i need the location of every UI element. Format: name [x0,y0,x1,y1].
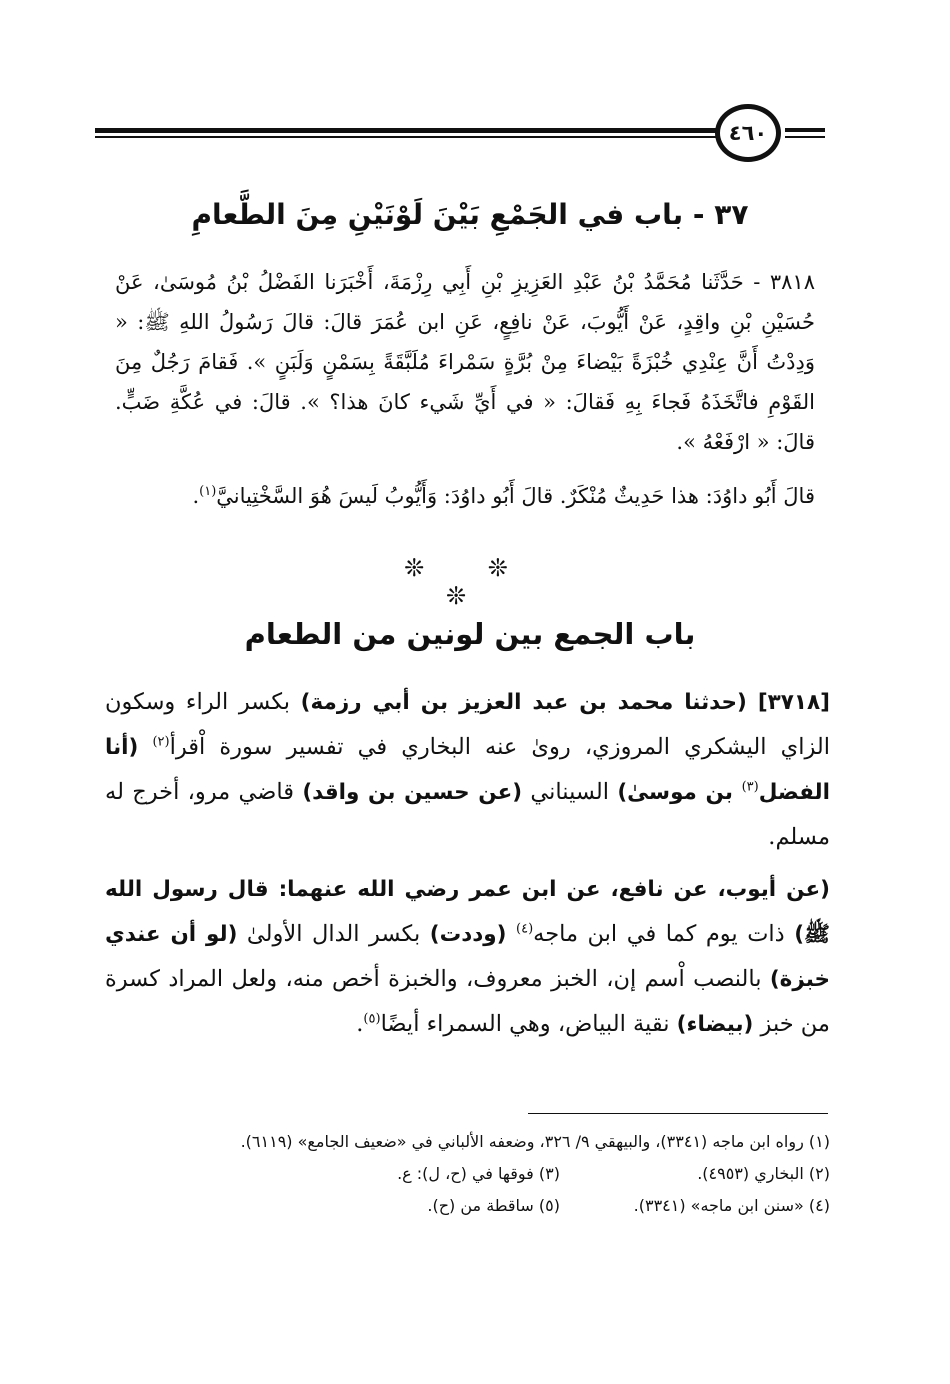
quoted-text: [٣٧١٨] (حدثنا محمد بن عبد العزيز بن أبي رزمة) [300,690,830,715]
footnote-ref: (٢) [152,734,170,750]
footnote-2: (٢) البخاري (٤٩٥٣). [697,1164,830,1183]
hadith-body: ٣٨١٨ - حَدَّثَنا مُحَمَّدُ بْنُ عَبْدِ العَزِيزِ بْنِ أَبِي رِزْمَةَ، أَخْبَرَنا الفَضْلُ بْنُ مُوسَىٰ، عَنْ حُسَيْنِ بْنِ واقِدٍ، عَنْ أَيُّوبَ، عَنْ نافِعٍ، عَنِ ابن عُمَرَ قالَ: قالَ رَسُولُ اللهِ ﷺ: « وَدِدْتُ أَنَّ عِنْدِي خُبْزَةً بَيْضاءَ مِنْ بُرَّةٍ سَمْراءَ مُلَبَّقَةً بِسَمْنٍ وَلَبَنٍ ». فَقامَ رَجُلٌ مِنَ القَوْمِ فاتَّخَذَهُ فَجاءَ بِهِ فَقالَ: « في أَيِّ شَيء كانَ هذا؟ ». قالَ: في عُكَّةِ ضَبٍّ. قالَ: « ارْفَعْهُ ». [115,270,815,454]
section-separator: ❊ ❊ ❊ [404,554,536,610]
footnote-1: (١) رواه ابن ماجه (٣٣٤١)، والبيهقي ٩/ ٣٢٦، وضعفه الألباني في «ضعيف الجامع» (٦١١٩). [240,1132,830,1151]
footnote-3: (٣) فوقها في (ح، ل): ع. [397,1164,560,1183]
quoted-text: (وددت) [429,922,507,947]
explanation-text: قاضي مرو، أخرج له مسلم. [105,779,830,850]
footnote-row [105,1158,830,1190]
page-number: ٤٦٠ [715,104,781,162]
chapter-title: ٣٧ - باب في الجَمْعِ بَيْنَ لَوْنَيْنِ مِنَ الطَّعامِ [191,198,749,231]
hadith-note-end: . [192,484,200,508]
header-rule-right [785,128,825,132]
footnote-row [105,1190,830,1222]
explanation-text: بالنصب اْسم إن، الخبز معروف، والخبزة أخص منه، ولعل المراد كسرة من خبز [105,966,830,1037]
footnote-5: (٥) ساقطة من (ح). [427,1196,560,1215]
hadith-text [115,262,815,530]
explanation-text: ذات يوم كما في ابن ماجه [533,921,795,947]
footnote-ref: (٣) [741,779,759,795]
hadith-note-text: قالَ أَبُو داوُدَ: هذا حَدِيثٌ مُنْكَرٌ. قالَ أَبُو داوُدَ: وَأَيُّوبُ لَيسَ هُوَ السَّخْتِيانيَّ [216,484,815,508]
commentary-paragraph [105,867,830,1047]
page-header [95,98,825,178]
commentary-text [105,680,830,1055]
quoted-text: (عن أيوب، عن نافع، عن ابن عمر رضي الله عنهما: قال رسول الله ﷺ) [105,877,830,947]
quoted-text: (أنا الفضل [105,735,830,805]
quoted-text: (لو أن عندي خبزة) [105,922,830,992]
explanation-text: . [356,1011,364,1037]
quoted-text: (عن حسين بن واقد) [302,780,523,805]
footnote-ref: (٤) [516,921,534,937]
commentary-paragraph [105,680,830,859]
header-rule-right-thin [785,136,825,138]
header-rule-thin [95,136,720,138]
explanation-text: بكسر الدال الأولىٰ [237,921,430,947]
footnotes [105,1126,830,1222]
explanation-text [506,921,516,947]
quoted-text: بن موسىٰ) [617,780,742,805]
explanation-text [138,734,152,760]
quoted-text: (بيضاء) [676,1012,754,1037]
footnote-divider [528,1113,828,1114]
commentary-title: باب الجمع بين لونين من الطعام [244,617,696,651]
explanation-text: نقية البياض، وهي السمراء أيضًا [380,1011,677,1037]
header-rule [95,128,720,133]
footnote-4: (٤) «سنن ابن ماجه» (٣٣٤١). [633,1196,830,1215]
explanation-text: بكسر الراء وسكون الزاي اليشكري المروزي، روىٰ عنه البخاري في تفسير سورة اْقرأ [105,689,830,760]
hadith-note [115,476,815,516]
footnote-ref: (١) [199,484,217,499]
explanation-text: السيناني [522,779,618,805]
footnote-ref: (٥) [363,1011,381,1027]
